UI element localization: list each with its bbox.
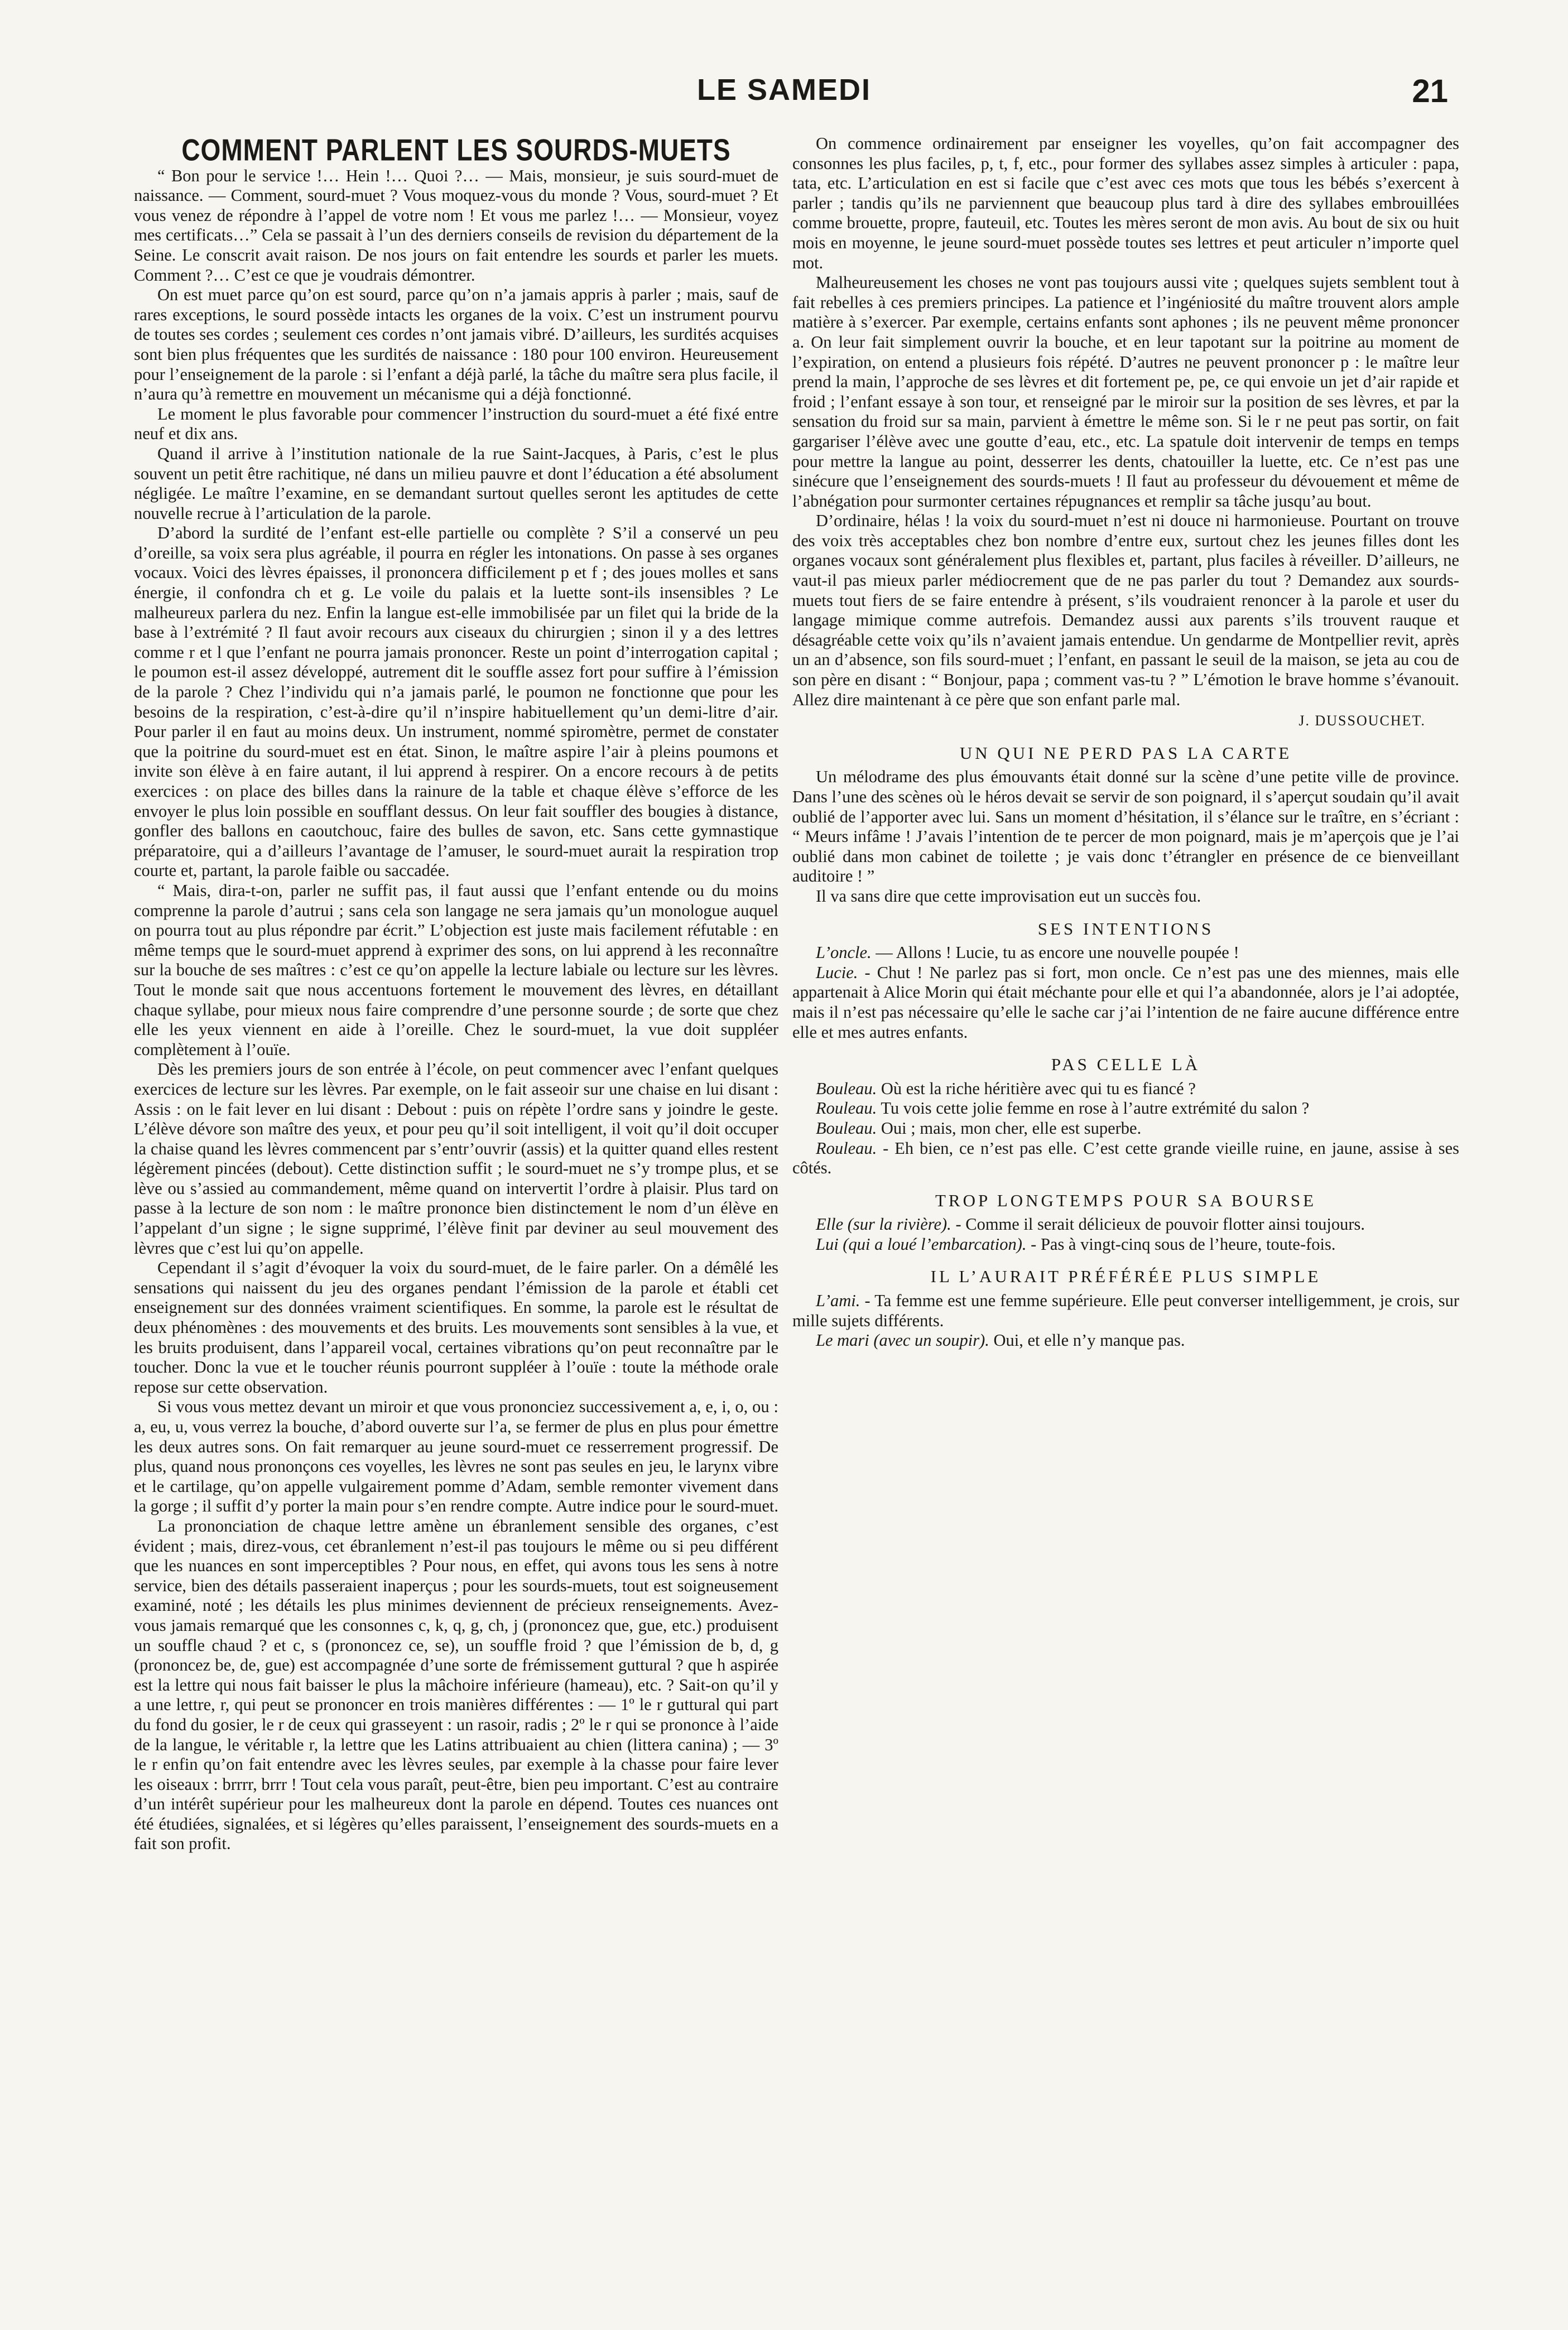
dialogue-text: - Chut ! Ne parlez pas si fort, mon oncle. Ce n’est pas une des miennes, mais elle appartenait à Alice Morin qui était méchante pour elle et qui l’a abandonnée, alors je l’ai adoptée, mais il n’est pas nécessaire qu’elle le sache car j’ai l’intention de ne faire aucune différence entre elle et mes autres enfants. — [792, 962, 1459, 1042]
page-number: 21 — [1412, 73, 1448, 109]
page-header — [0, 73, 1568, 123]
article-paragraph: Malheureusement les choses ne vont pas toujours aussi vite ; quelques sujets semblent tout à fait rebelles à ces premiers principes. La patience et l’ingéniosité du maître trouvent alors ample matière à s’exercer. Par exemple, certains enfants sont aphones ; ils ne peuvent même prononcer a. On leur fait simplement ouvrir la bouche, et en leur tapotant sur la poitrine au moment de l’expiration, on entend a plusieurs fois répété. D’autres ne peuvent prononcer p : le maître leur prend la main, l’approche de ses lèvres et dit fortement pe, pe, ce qui envoie un jet d’air rapide et froid ; l’enfant essaye à son tour, et renseigné par le miroir sur la position de ses lèvres, et par la sensation du froid sur sa main, parvient à émettre le même son. Si le r ne peut pas sortir, on fait gargariser l’élève avec une goutte d’eau, etc., etc. La spatule doit intervenir de temps en temps pour mettre la langue au point, desserrer les dents, chatouiller la luette, etc. Ce n’est pas une sinécure que l’enseignement des sourds-muets ! Il faut au professeur du dévouement et même de l’abnégation pour surmonter certaines répugnances et remplir sa tâche jusqu’au bout. — [792, 273, 1459, 511]
speaker-name: Rouleau. — [816, 1138, 877, 1158]
article-paragraph: “ Bon pour le service !… Hein !… Quoi ?… — Mais, monsieur, je suis sourd-muet de naissance. — Comment, sourd-muet ? Vous moquez-vous du monde ? Vous, sourd-muet ? Et vous venez de répondre à l’appel de votre nom ! Et vous me parlez !… — Monsieur, voyez mes certificats…” Cela se passait à l’un des derniers conseils de revision du département de la Seine. Le conscrit avait raison. De nos jours on fait entendre les sourds et parler les muets. Comment ?… C’est ce que je voudrais démontrer. — [134, 166, 778, 285]
speaker-name: Bouleau. — [816, 1079, 877, 1098]
speaker-name: Lui (qui a loué l’embarcation). — [816, 1234, 1027, 1254]
dialogue-line — [792, 1291, 1459, 1331]
article-paragraph: On est muet parce qu’on est sourd, parce qu’on n’a jamais appris à parler ; mais, sauf de rares exceptions, le sourd possède intacts les organes de la voix. C’est un instrument pourvu de toutes ses cordes ; seulement ces cordes n’ont jamais vibré. D’ailleurs, les surdités acquises sont bien plus fréquentes que les surdités de naissance : 180 pour 100 environ. Heureusement pour l’enseignement de la parole : si l’enfant a déjà parlé, la tâche du maître sera plus facile, il n’aura qu’à remettre en mouvement un mécanisme qui a déjà fonctionné. — [134, 285, 778, 404]
article-paragraph: D’abord la surdité de l’enfant est-elle partielle ou complète ? S’il a conservé un peu d’oreille, sa voix sera plus agréable, il pourra en régler les intonations. On passe à ses organes vocaux. Voici des lèvres épaisses, il prononcera difficilement p et f ; des joues molles et sans énergie, il confondra ch et g. Le voile du palais et la luette sont-ils insensibles ? Le malheureux parlera du nez. Enfin la langue est-elle immobilisée par un filet qui la bride de la base à l’extrémité ? Il faut avoir recours aux ciseaux du chirurgien ; sinon il y a des lettres comme r et l que l’enfant ne pourra jamais prononcer. Reste un point d’interrogation capital ; le poumon est-il assez développé, autrement dit le souffle assez fort pour suffire à l’émission de la parole ? Chez l’individu qui n’a jamais parlé, le poumon ne fonctionne que pour les besoins de la respiration, c’est-à-dire qu’il n’inspire habituellement qu’un demi-litre d’air. Pour parler il en faut au moins deux. Un instrument, nommé spiromètre, permet de constater que la poitrine du sourd-muet est en état. Sinon, le maître aspire l’air à pleins poumons et invite son élève à en faire autant, il lui apprend à respirer. On a encore recours à de petits exercices : on place des billes dans la rainure de la table et chaque élève s’efforce de les envoyer le plus loin possible en soufflant dessus. On leur fait souffler des bougies à distance, gonfler des ballons en caoutchouc, faire des bulles de savon, etc. Sans cette gymnastique préparatoire, qui a d’ailleurs l’avantage de l’amuser, le sourd-muet aurait la respiration trop courte et, partant, la parole faible ou saccadée. — [134, 523, 778, 880]
dialogue-text: Oui ; mais, mon cher, elle est superbe. — [881, 1118, 1142, 1138]
anecdote-title: TROP LONGTEMPS POUR SA BOURSE — [935, 1190, 1317, 1210]
speaker-name: Bouleau. — [816, 1118, 877, 1138]
dialogue-line — [792, 1079, 1459, 1099]
anecdote-title: SES INTENTIONS — [1037, 918, 1214, 938]
article-title: COMMENT PARLENT LES SOURDS-MUETS — [181, 134, 731, 167]
speaker-name: Elle (sur la rivière). — [816, 1215, 951, 1234]
article-paragraph: Quand il arrive à l’institution nationale de la rue Saint-Jacques, à Paris, c’est le plus souvent un petit être rachitique, né dans un milieu pauvre et dont l’éducation a été absolument négligée. Le maître l’examine, en se demandant surtout quelles seront les aptitudes de cette nouvelle recrue à l’articulation de la parole. — [134, 444, 778, 523]
anecdote-paragraph: Il va sans dire que cette improvisation eut un succès fou. — [816, 886, 1201, 906]
speaker-name: Lucie. — [816, 962, 858, 982]
dialogue-line — [792, 1099, 1459, 1119]
left-column — [134, 134, 778, 2293]
dialogue-line — [792, 1235, 1459, 1255]
anecdote-title: IL L’AURAIT PRÉFÉRÉE PLUS SIMPLE — [930, 1267, 1321, 1287]
article-paragraph: Si vous vous mettez devant un miroir et que vous prononciez successivement a, e, i, o, ou : a, eu, u, vous verrez la bouche, d’abord ouverte sur l’a, se fermer de plus en plus pour émettre les deux autres sons. On fait remarquer au jeune sourd-muet ce resserrement progressif. De plus, quand nous prononçons ces voyelles, les lèvres ne sont pas seules en jeu, le larynx vibre et le cartilage, qu’on appelle vulgairement pomme d’Adam, semble remonter vivement dans la gorge ; il suffit d’y porter la main pour s’en rendre compte. Autre indice pour le sourd-muet. — [134, 1397, 778, 1516]
dialogue-line — [792, 963, 1459, 1042]
article-paragraph: D’ordinaire, hélas ! la voix du sourd-muet n’est ni douce ni harmonieuse. Pourtant on trouve des voix très acceptables chez bon nombre d’entre eux, surtout chez les jeunes filles dont les organes vocaux sont généralement plus flexibles et, partant, plus faciles à réveiller. D’ailleurs, ne vaut-il pas mieux parler médiocrement que de ne pas parler du tout ? Demandez aux sourds-muets tout fiers de se faire entendre à présent, s’ils voudraient renoncer à la parole et user du langage mimique comme autrefois. Demandez aussi aux parents s’ils trouvent rauque et désagréable cette voix qu’ils n’avaient jamais entendue. Un gendarme de Montpellier revit, après un an d’absence, son fils sourd-muet ; l’enfant, en passant le seuil de la maison, se jeta au cou de son père en disant : “ Bonjour, papa ; comment vas-tu ? ” L’émotion le brave homme s’évanouit. Allez dire maintenant à ce père que son enfant parle mal. — [792, 511, 1459, 709]
dialogue-text: Où est la riche héritière avec qui tu es fiancé ? — [881, 1079, 1196, 1098]
dialogue-line — [792, 1119, 1459, 1139]
dialogue-line — [792, 1215, 1459, 1235]
speaker-name: L’oncle. — [816, 943, 872, 962]
dialogue-text: - Comme il serait délicieux de pouvoir flotter ainsi toujours. — [955, 1215, 1365, 1234]
author-signature: J. DUSSOUCHET. — [1298, 713, 1426, 729]
anecdote-title: UN QUI NE PERD PAS LA CARTE — [959, 743, 1292, 763]
dialogue-line — [792, 1331, 1459, 1351]
dialogue-text: - Eh bien, ce n’est pas elle. C’est cette grande vieille ruine, en jaune, assise à ses côtés. — [792, 1138, 1459, 1178]
dialogue-text: Tu vois cette jolie femme en rose à l’autre extrémité du salon ? — [881, 1099, 1310, 1118]
anecdote-paragraph: Un mélodrame des plus émouvants était donné sur la scène d’une petite ville de province. Dans l’une des scènes où le héros devait se servir de son poignard, il s’aperçut soudain qu’il avait oublié de l’apporter avec lui. Sans un moment d’hésitation, il s’élance sur le traître, en s’écriant : “ Meurs infâme ! J’avais l’intention de te percer de mon poignard, mais je m’aperçois que je l’ai oublié dans mon cabinet de toilette ; je vais donc t’étrangler en présence de ce bienveillant auditoire ! ” — [792, 767, 1459, 886]
journal-title: LE SAMEDI — [696, 73, 872, 107]
dialogue-line — [792, 1139, 1459, 1178]
dialogue-text: — Allons ! Lucie, tu as encore une nouvelle poupée ! — [876, 943, 1239, 962]
article-paragraph: “ Mais, dira-t-on, parler ne suffit pas, il faut aussi que l’enfant entende ou du moins comprenne la parole d’autrui ; sans cela son langage ne sera jamais qu’un monologue auquel on pourra tout au plus répondre par écrit.” L’objection est juste mais facilement réfutable : en même temps que le sourd-muet apprend à exprimer des sons, on lui apprend à les reconnaître sur la bouche de ses maîtres : c’est ce qu’on appelle la lecture labiale ou lecture sur les lèvres. Tout le monde sait que nous accentuons fortement le mouvement des lèvres, en détaillant chaque syllabe, pour mieux nous faire comprendre d’une personne sourde ; de sorte que chez elle les yeux viennent en aide à l’oreille. Chez le sourd-muet, la vue doit suppléer complètement à l’ouïe. — [134, 880, 778, 1059]
dialogue-text: - Pas à vingt-cinq sous de l’heure, toute-fois. — [1031, 1234, 1336, 1254]
speaker-name: L’ami. — [816, 1291, 860, 1311]
article-paragraph: La prononciation de chaque lettre amène un ébranlement sensible des organes, c’est évident ; mais, direz-vous, cet ébranlement n’est-il pas toujours le même ou si peu différent que les nuances en sont imperceptibles ? Pour nous, en effet, qui avons tous les sens à notre service, bien des détails passeraient inaperçus ; pour les sourds-muets, tout est soigneusement examiné, noté ; les détails les plus minimes deviennent de précieux renseignements. Avez-vous jamais remarqué que les consonnes c, k, q, g, ch, j (prononcez que, gue, etc.) produisent un souffle chaud ? et c, s (prononcez ce, se), un souffle froid ? que l’émission de b, d, g (prononcez be, de, gue) est accompagnée d’une sorte de frémissement guttural ? que h aspirée est la lettre qui nous fait baisser le plus la mâchoire inférieure (hameau), etc. ? Sait-on qu’il y a une lettre, r, qui peut se prononcer en trois manières différentes : — 1º le r guttural qui part du fond du gosier, le r de ceux qui grasseyent : un rasoir, radis ; 2º le r qui se prononce à l’aide de la langue, le véritable r, la lettre que les Latins attribuaient au chien (littera canina) ; — 3º le r enfin qu’on fait entendre avec les lèvres seules, par exemple à la chasse pour faire lever les oiseaux : brrrr, brrr ! Tout cela vous paraît, peut-être, bien peu important. C’est au contraire d’un intérêt supérieur pour les malheureux dont la parole en dépend. Toutes ces nuances ont été étudiées, signalées, et si légères qu’elles paraissent, l’enseignement des sourds-muets en a fait son profit. — [134, 1516, 778, 1854]
speaker-name: Rouleau. — [816, 1099, 877, 1118]
article-paragraph: Le moment le plus favorable pour commencer l’instruction du sourd-muet a été fixé entre neuf et dix ans. — [134, 404, 778, 444]
dialogue-text: - Ta femme est une femme supérieure. Elle peut converser intelligemment, je crois, sur mille sujets différents. — [792, 1291, 1459, 1330]
anecdote-title: PAS CELLE LÀ — [1051, 1055, 1201, 1075]
right-column — [792, 134, 1459, 2293]
article-paragraph: On commence ordinairement par enseigner les voyelles, qu’on fait accompagner des consonnes les plus faciles, p, t, f, etc., pour former des syllabes assez simples à articuler : papa, tata, etc. L’articulation en est si facile que c’est avec ces mots que tous les bébés s’exercent à parler ; tandis qu’ils ne parviennent que beaucoup plus tard à dire des syllabes embrouillées comme brouette, propre, fauteuil, etc. Toutes les mères seront de mon avis. Au bout de six ou huit mois en moyenne, le jeune sourd-muet possède toutes ses lettres et peut articuler n’importe quel mot. — [792, 134, 1459, 272]
article-paragraph: Cependant il s’agit d’évoquer la voix du sourd-muet, de le faire parler. On a démêlé les sensations qui naissent du jeu des organes pendant l’émission de la parole et établi cet enseignement sur des données vraiment scientifiques. En somme, la parole est le résultat de deux phénomènes : des mouvements et des bruits. Les mouvements sont sensibles à la vue, et les bruits produisent, dans l’appareil vocal, certaines vibrations qu’on peut reconnaître par le toucher. Donc la vue et le toucher réunis pourront suppléer à l’ouïe : toute la méthode orale repose sur cette observation. — [134, 1258, 778, 1397]
dialogue-line — [792, 943, 1459, 963]
article-paragraph: Dès les premiers jours de son entrée à l’école, on peut commencer avec l’enfant quelques exercices de lecture sur les lèvres. Par exemple, on le fait asseoir sur une chaise en lui disant : Assis : on le fait lever en lui disant : Debout : puis on répète l’ordre sans y joindre le geste. L’élève dévore son maître des yeux, et pour peu qu’il soit intelligent, il voit qu’il doit occuper la chaise quand les lèvres commencent par s’entr’ouvrir (assis) et la quitter quand elles restent légèrement pincées (debout). Cette distinction suffit ; le sourd-muet ne s’y trompe plus, et se lève ou s’assied au commandement, même quand on intervertit l’ordre à plaisir. Plus tard on passe à la lecture de son nom : le maître prononce bien distinctement le nom d’un élève en l’appelant d’un signe ; le signe supprimé, l’élève finit par deviner au seul mouvement des lèvres que c’est lui qu’on appelle. — [134, 1060, 778, 1258]
speaker-name: Le mari (avec un soupir). — [816, 1331, 989, 1350]
dialogue-text: Oui, et elle n’y manque pas. — [993, 1331, 1185, 1350]
